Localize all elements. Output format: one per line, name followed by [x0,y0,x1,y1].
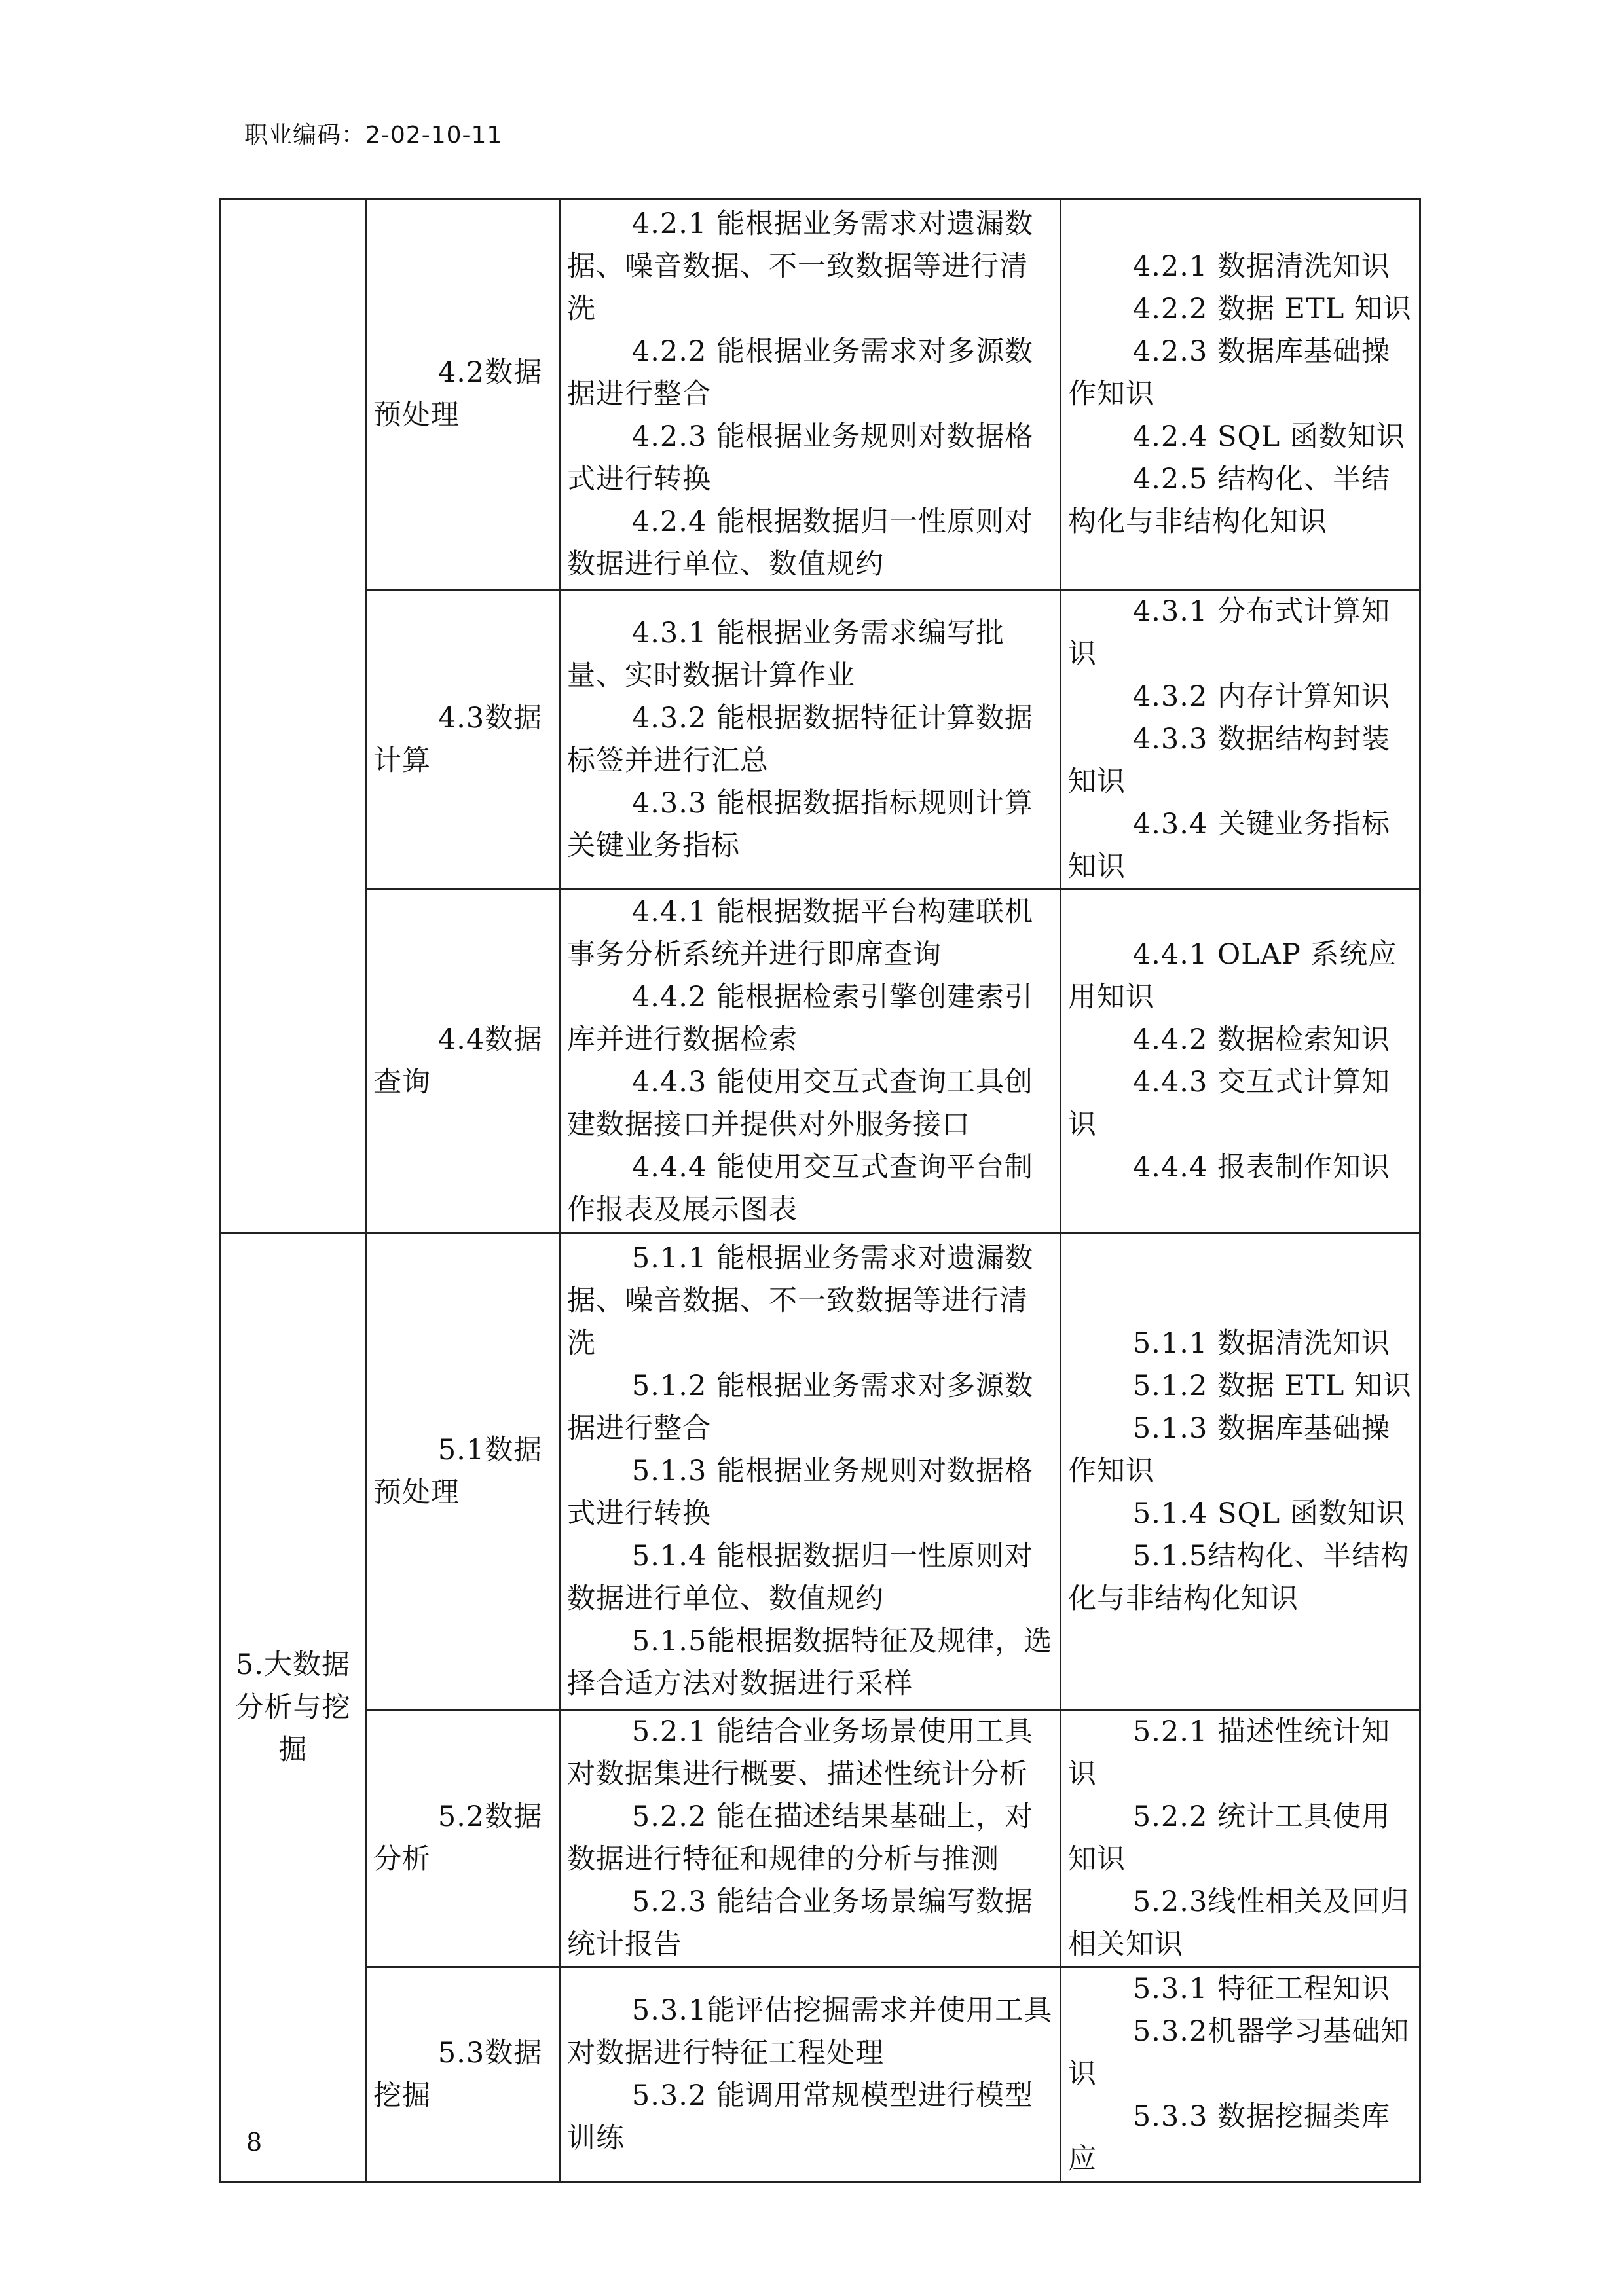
page-number: 8 [246,2128,263,2157]
knowledge-cell [1061,1710,1420,1967]
knowledge-item: 4.2.1 数据清洗知识 [1132,249,1390,283]
knowledge-cell [1061,1967,1420,2182]
knowledge-cell [1061,890,1420,1233]
knowledge-cell [1061,1233,1420,1710]
skill-item: 5.2.2 能在描述结果基础上，对数据进行特征和规律的分析与推测 [567,1800,1033,1876]
knowledge-item: 4.3.1 分布式计算知识 [1068,595,1390,670]
table-row [221,590,1420,890]
knowledge-cell [1061,590,1420,890]
knowledge-item: 5.1.3 数据库基础操作知识 [1068,1412,1390,1487]
subsection-cell: 4.4数据查询 [366,890,560,1233]
knowledge-item: 4.3.3 数据结构封装知识 [1068,723,1390,798]
knowledge-item: 4.4.1 OLAP 系统应用知识 [1068,938,1397,1013]
skill-item: 5.2.1 能结合业务场景使用工具对数据集进行概要、描述性统计分析 [567,1715,1033,1791]
occupation-code-header: 职业编码：2-02-10-11 [244,122,503,149]
table-row [221,1710,1420,1967]
skill-item: 4.2.1 能根据业务需求对遗漏数据、噪音数据、不一致数据等进行清洗 [567,207,1033,325]
section-title: 5.大数据分析与挖掘 [235,1648,351,1766]
knowledge-item: 4.4.3 交互式计算知识 [1068,1066,1390,1141]
knowledge-item: 5.1.5结构化、半结构化与非结构化知识 [1068,1540,1410,1615]
subsection-cell: 4.3数据计算 [366,590,560,890]
knowledge-item: 4.2.5 结构化、半结构化与非结构化知识 [1068,462,1390,538]
knowledge-item: 4.4.2 数据检索知识 [1132,1023,1390,1056]
skill-item: 5.1.5能根据数据特征及规律，选择合适方法对数据进行采样 [567,1625,1053,1700]
skill-item: 5.2.3 能结合业务场景编写数据统计报告 [567,1886,1033,1961]
knowledge-item: 5.2.2 统计工具使用知识 [1068,1800,1390,1876]
skills-cell [560,890,1061,1233]
section-cell [221,1233,366,2182]
table-row [221,1233,1420,1710]
skill-item: 4.2.4 能根据数据归一性原则对数据进行单位、数值规约 [567,505,1033,581]
skill-item: 4.3.2 能根据数据特征计算数据标签并进行汇总 [567,701,1033,777]
knowledge-item: 5.2.1 描述性统计知识 [1068,1715,1390,1791]
skill-item: 4.4.4 能使用交互式查询平台制作报表及展示图表 [567,1151,1033,1226]
skill-item: 5.1.4 能根据数据归一性原则对数据进行单位、数值规约 [567,1540,1033,1615]
skills-cell [560,1967,1061,2182]
table-row [221,199,1420,590]
knowledge-item: 5.1.4 SQL 函数知识 [1132,1497,1405,1530]
subsection-cell: 5.3数据挖掘 [366,1967,560,2182]
knowledge-item: 5.2.3线性相关及回归相关知识 [1068,1886,1410,1961]
knowledge-item: 4.3.2 内存计算知识 [1132,680,1390,713]
knowledge-item: 5.1.1 数据清洗知识 [1132,1327,1390,1360]
table-row [221,890,1420,1233]
knowledge-cell [1061,199,1420,590]
skills-cell [560,1710,1061,1967]
knowledge-item: 4.4.4 报表制作知识 [1132,1151,1390,1184]
skill-item: 4.4.2 能根据检索引擎创建索引库并进行数据检索 [567,981,1033,1056]
knowledge-item: 5.1.2 数据 ETL 知识 [1132,1370,1412,1402]
subsection-cell: 5.2数据分析 [366,1710,560,1967]
knowledge-item: 4.3.4 关键业务指标知识 [1068,808,1390,883]
skill-item: 4.3.3 能根据数据指标规则计算关键业务指标 [567,786,1033,862]
skill-item: 4.2.3 能根据业务规则对数据格式进行转换 [567,420,1033,496]
knowledge-item: 4.2.4 SQL 函数知识 [1132,420,1405,453]
knowledge-item: 4.2.2 数据 ETL 知识 [1132,292,1412,325]
knowledge-item: 5.3.2机器学习基础知识 [1068,2015,1410,2090]
skill-item: 5.3.1能评估挖掘需求并使用工具对数据进行特征工程处理 [567,1994,1053,2069]
subsection-cell: 4.2数据预处理 [366,199,560,590]
skills-cell [560,199,1061,590]
skill-item: 5.1.3 能根据业务规则对数据格式进行转换 [567,1455,1033,1530]
table-row [221,1967,1420,2182]
skill-item: 5.1.2 能根据业务需求对多源数据进行整合 [567,1370,1033,1445]
skills-cell [560,1233,1061,1710]
skill-item: 5.1.1 能根据业务需求对遗漏数据、噪音数据、不一致数据等进行清洗 [567,1242,1033,1360]
knowledge-item: 5.3.3 数据挖掘类库应 [1068,2100,1390,2176]
skills-knowledge-table [219,198,1421,2183]
skill-item: 4.2.2 能根据业务需求对多源数据进行整合 [567,335,1033,410]
knowledge-item: 5.3.1 特征工程知识 [1132,1973,1390,2005]
skill-item: 4.4.1 能根据数据平台构建联机事务分析系统并进行即席查询 [567,896,1033,971]
skill-item: 4.3.1 能根据业务需求编写批量、实时数据计算作业 [567,616,1005,692]
skill-item: 5.3.2 能调用常规模型进行模型训练 [567,2079,1033,2155]
skill-item: 4.4.3 能使用交互式查询工具创建数据接口并提供对外服务接口 [567,1066,1033,1141]
skills-cell [560,590,1061,890]
knowledge-item: 4.2.3 数据库基础操作知识 [1068,335,1390,410]
section-cell-4 [221,199,366,1233]
subsection-cell: 5.1数据预处理 [366,1233,560,1710]
